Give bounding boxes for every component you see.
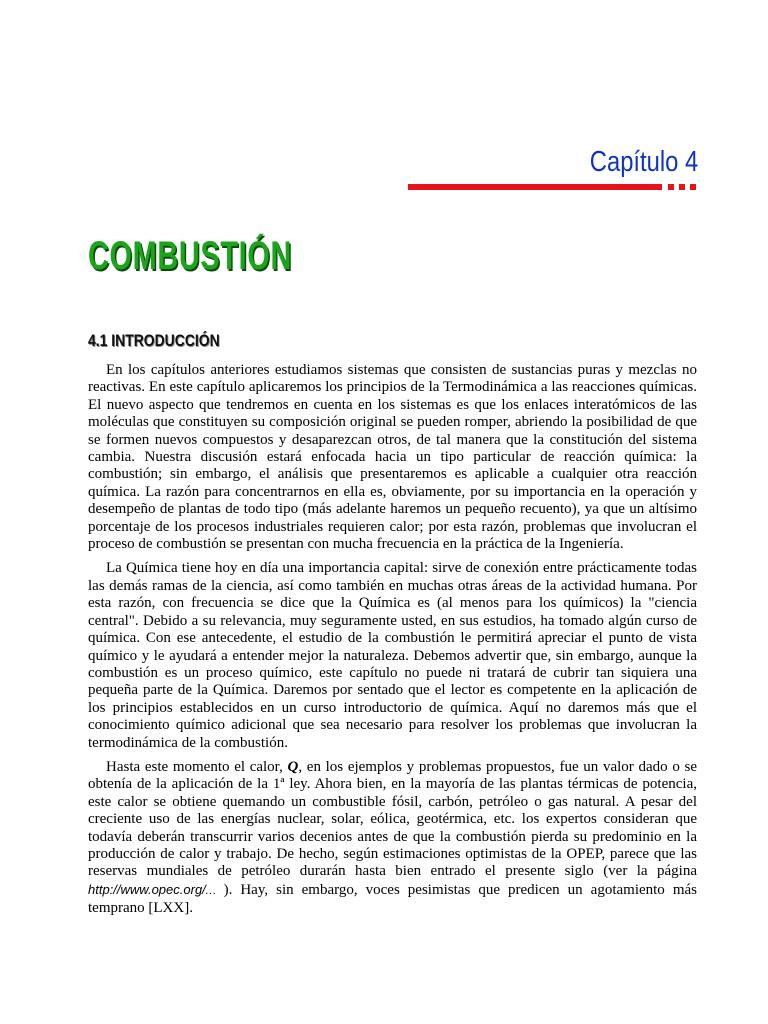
opec-link[interactable]: http://www.opec.org/ — [88, 881, 206, 897]
paragraph-3-part-a: Hasta este momento el calor, — [106, 758, 288, 775]
heat-symbol: Q — [287, 758, 299, 775]
section-heading: 4.1 INTRODUCCIÓN — [88, 331, 220, 350]
chapter-label: Capítulo 4 — [589, 146, 698, 178]
rule-dot — [668, 184, 674, 190]
rule-dot — [690, 184, 696, 190]
paragraph-1: En los capítulos anteriores estudiamos sistemas que consisten de sustancias puras y mezclas no reactivas. En este capítulo aplicaremos los principios de la Termodinámica a las reacciones químicas. El nuevo aspecto que tendremos en cuenta en los sistemas es que los enlaces interatómicos de las moléculas que constituyen su composición original se pueden romper, abriendo la posibilidad de que se formen nuevos compuestos y desaparezcan otros, de tal manera que la constitución del sistema cambia. Nuestra discusión estará enfocada hacia un tipo particular de reacción química: la combustión; sin embargo, el análisis que presentaremos es aplicable a cualquier otra reacción química. La razón para concentrarnos en ella es, obviamente, por su importancia en la operación y desempeño de plantas de todo tipo (más adelante haremos un pequeño recuento), ya que un altísimo porcentaje de los procesos industriales requieren calor; por esta razón, problemas que involucran el proceso de combustión se presentan con mucha frecuencia en la práctica de la Ingeniería. — [88, 362, 697, 553]
rule-dot — [679, 184, 685, 190]
link-ellipsis: … — [205, 884, 216, 897]
paragraph-3-part-b: , en los ejemplos y problemas propuestos, fue un valor dado o se obtenía de la aplicación de la 1ª ley. Ahora bien, en la mayoría de las plantas térmicas de potencia, este calor se obtiene quemando un combustible fósil, carbón, petróleo o gas natural. A pesar del creciente uso de las energías nuclear, solar, eólica, geotérmica, etc. los expertos consideran que todavía deberán transcurrir varios decenios antes de que la combustión pierda su predominio en la producción de calor y trabajo. De hecho, según estimaciones optimistas de la OPEP, parece que las reservas mundiales de petróleo durarán hasta bien entrado el presente siglo (ver la página — [88, 758, 697, 880]
paragraph-2: La Química tiene hoy en día una importancia capital: sirve de conexión entre prácticamente todas las demás ramas de la ciencia, así como también en muchas otras áreas de la actividad humana. Por esta razón, con frecuencia se dice que la Química es (al menos para los químicos) la "ciencia central". Debido a su relevancia, muy seguramente usted, en sus estudios, ha tomado algún curso de química. Con ese antecedente, el estudio de la combustión le permitirá apreciar el punto de vista químico y le ayudará a entender mejor la naturaleza. Debemos advertir que, sin embargo, aunque la combustión es un proceso químico, este capítulo no puede ni tratará de cubrir tan siquiera una pequeña parte de la Química. Daremos por sentado que el lector es competente en la aplicación de los principios establecidos en un curso introductorio de química. Aquí no daremos más que el conocimiento químico adicional que sea necesario para resolver los problemas que involucran la termodinámica de la combustión. — [88, 560, 697, 751]
chapter-title: COMBUSTIÓN — [88, 234, 292, 278]
chapter-rule — [408, 184, 662, 190]
paragraph-3-part-c: ). Hay, sin embargo, voces pesimistas que predicen un agotamiento más temprano [LXX]. — [88, 881, 697, 917]
body-text — [88, 362, 697, 925]
paragraph-3 — [88, 759, 697, 918]
